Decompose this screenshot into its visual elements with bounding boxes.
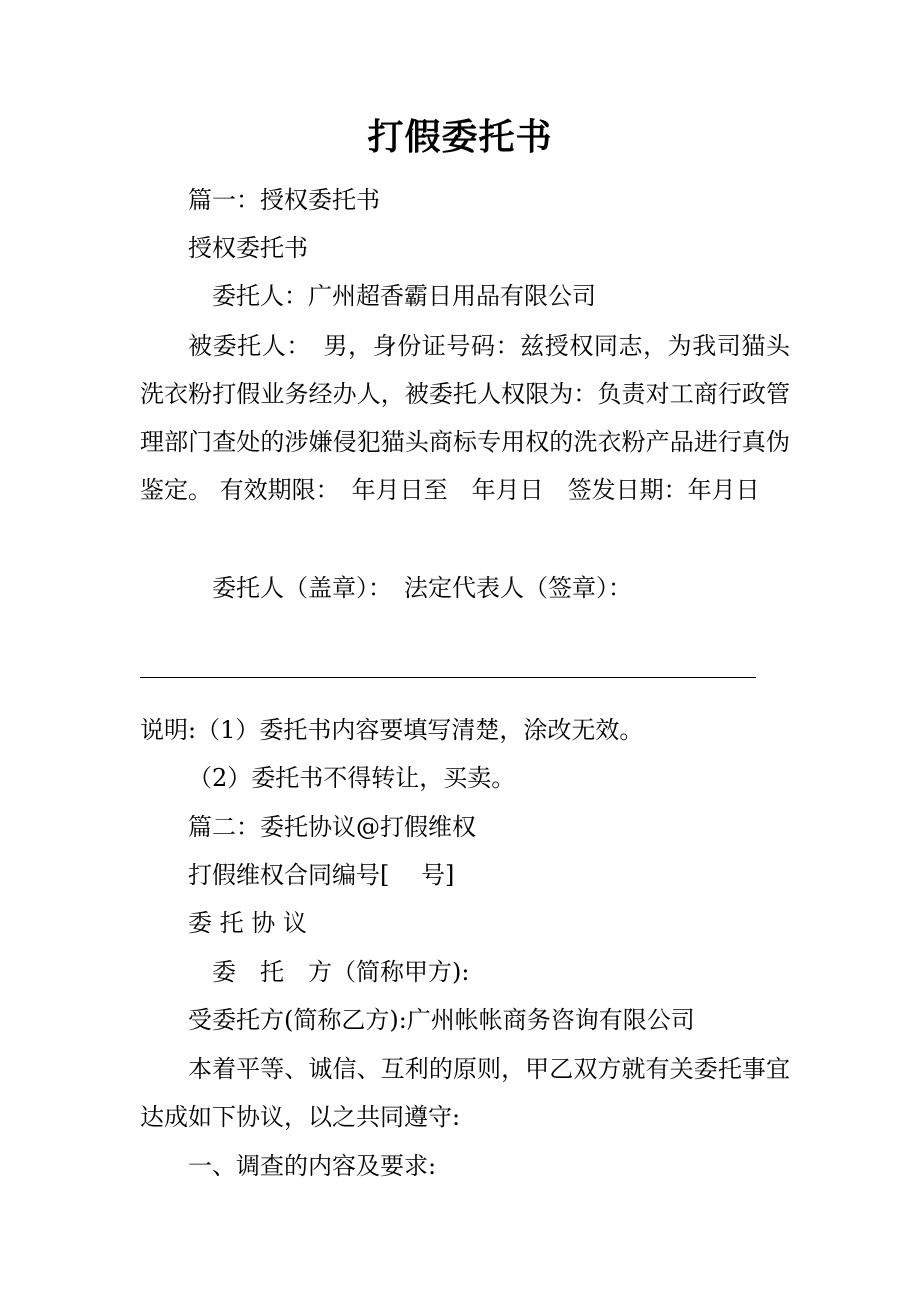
signature-line: 委托人（盖章）： 法定代表人（签章）： bbox=[212, 574, 632, 602]
document-title: 打假委托书 bbox=[367, 116, 553, 158]
preamble-paragraph: 本着平等、诚信、互利的原则，甲乙双方就有关委托事宜达成如下协议，以之共同遵守: bbox=[140, 1055, 790, 1131]
agreement-title: 委 托 协 议 bbox=[188, 909, 307, 937]
section1-heading: 篇一：授权委托书 bbox=[188, 186, 380, 214]
note-2: （2）委托书不得转让，买卖。 bbox=[188, 764, 516, 792]
contract-number: 打假维权合同编号[ 号] bbox=[188, 861, 455, 889]
principal-line: 委托人：广州超香霸日用品有限公司 bbox=[212, 282, 596, 310]
clause-1-heading: 一、调查的内容及要求: bbox=[188, 1152, 437, 1180]
agent-paragraph: 被委托人： 男，身份证号码：兹授权同志，为我司猫头洗衣粉打假业务经办人，被委托人权限为：负责对工商行政管理部门查处的涉嫌侵犯猫头商标专用权的洗衣粉产品进行真伪鉴定。 有效期限： 年月日至 年月日 签发日期：年月日 bbox=[140, 332, 790, 504]
section1-subheading: 授权委托书 bbox=[188, 234, 308, 262]
section2-heading: 篇二：委托协议@打假维权 bbox=[188, 813, 476, 841]
party-b-line: 受委托方(简称乙方):广州帐帐商务咨询有限公司 bbox=[188, 1006, 695, 1034]
note-1: 说明:（1）委托书内容要填写清楚，涂改无效。 bbox=[140, 716, 644, 744]
separator-rule bbox=[140, 677, 756, 678]
party-a-line: 委 托 方（简称甲方): bbox=[212, 958, 470, 986]
